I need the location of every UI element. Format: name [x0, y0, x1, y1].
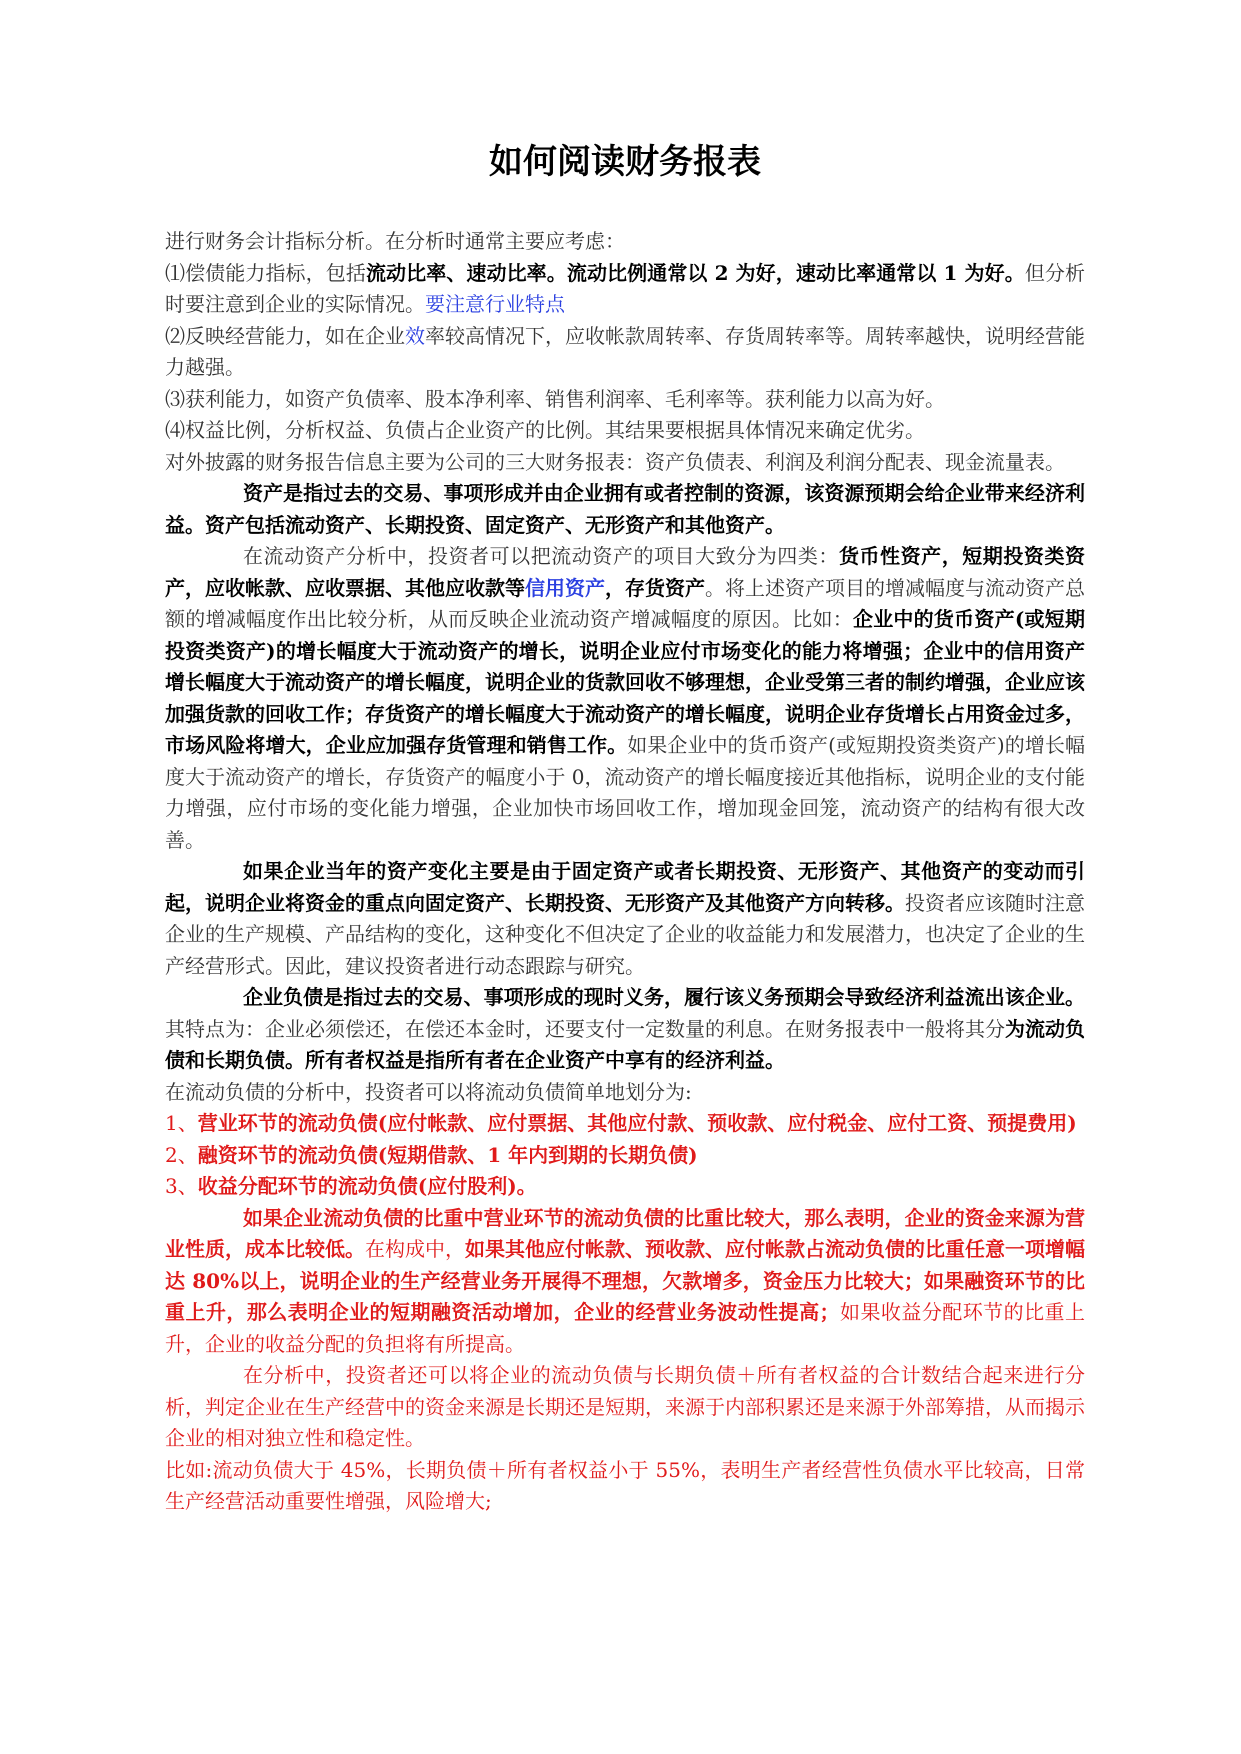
paragraph-operating: [165, 321, 1085, 384]
document-body: [165, 226, 1085, 1518]
paragraph-example: 比如:流动负债大于 45%，长期负债＋所有者权益小于 55%，表明生产者经营性负债水平比较高，日常生产经营活动重要性增强，风险增大;: [165, 1457, 1085, 1513]
list-item-2: [165, 1140, 1085, 1172]
paragraph-profit: ⑶获利能力，如资产负债率、股本净利率、销售利润率、毛利率等。获利能力以高为好。: [165, 386, 945, 411]
intro-paragraph: 进行财务会计指标分析。在分析时通常主要应考虑：: [165, 229, 625, 253]
list-item-1: [165, 1108, 1085, 1140]
list-text: 营业环节的流动负债(应付帐款、应付票据、其他应付款、预收款、应付税金、应付工资、预提费用): [197, 1111, 1077, 1135]
paragraph-liability-ratio: [165, 1203, 1085, 1361]
text: 投资者应该随时注意企业的生产规模、产品结构的变化，这种变化不但决定了企业的收益能力和发展潜力，也决定了企业的生产经营形式。因此，建议投资者进行动态跟踪与研究。: [165, 890, 1085, 978]
list-number: 2、: [165, 1142, 198, 1167]
text: 但分析时要注意到企业的实际情况。: [165, 260, 1085, 316]
blue-text: 效: [405, 323, 425, 348]
paragraph-equity: ⑷权益比例，分析权益、负债占企业资产的比例。其结果要根据具体情况来确定优劣。: [165, 418, 925, 442]
list-item-3: [165, 1171, 1085, 1203]
paragraph-liability-analysis: 在流动负债的分析中，投资者可以将流动负债简单地划分为:: [165, 1079, 692, 1104]
paragraph-liabilities: [165, 982, 1085, 1077]
text: 如果企业中的货币资产(或短期投资类资产)的增长幅度大于流动资产的增长，存货资产的幅度小于 0，流动资产的增长幅度接近其他指标，说明企业的支付能力增强，应付市场的变化能力增强，企业加快市场回收工作，增加现金回笼，流动资产的结构有很大改善。: [165, 733, 1086, 852]
paragraph-combined-analysis: 在分析中，投资者还可以将企业的流动负债与长期负债＋所有者权益的合计数结合起来进行分析，判定企业在生产经营中的资金来源是长期还是短期，来源于内部积累还是来源于外部筹措，从而揭示企业的相对独立性和稳定性。: [165, 1363, 1085, 1450]
paragraph-solvency: [165, 258, 1085, 321]
blue-text: 信用资产: [525, 575, 605, 600]
list-text: 融资环节的流动负债(短期借款、1 年内到期的长期负债): [197, 1142, 698, 1167]
list-text: 收益分配环节的流动负债(应付股利)。: [197, 1174, 537, 1198]
bold-text: 货币性资产，短期投资类资产，应收帐款、应收票据、其他应收款等: [165, 544, 1086, 600]
red-text: 如果收益分配环节的比重上升，企业的收益分配的负担将有所提高。: [165, 1300, 1086, 1356]
paragraph-asset-change: [165, 856, 1085, 982]
text: 在流动资产分析中，投资者可以把流动资产的项目大致分为四类：: [243, 544, 839, 568]
blue-text: 要注意行业特点: [425, 292, 565, 316]
bold-text: 流动比率、速动比率。流动比例通常以 2 为好，速动比率通常以 1 为好。: [365, 260, 1025, 285]
text: 率较高情况下，应收帐款周转率、存货周转率等。周转率越快，说明经营能力越强。: [165, 323, 1085, 379]
paragraph-assets-definition: 资产是指过去的交易、事项形成并由企业拥有或者控制的资源，该资源预期会给企业带来经济利益。资产包括流动资产、长期投资、固定资产、无形资产和其他资产。: [165, 481, 1085, 537]
list-number: 3、: [165, 1174, 198, 1198]
list-number: 1、: [165, 1111, 198, 1135]
bold-text: 企业中的货币资产(或短期投资类资产)的增长幅度大于流动资产的增长，说明企业应付市场变化的能力将增强；企业中的信用资产增长幅度大于流动资产的增长幅度，说明企业的货款回收不够理想，企业受第三者的制约增强，企业应该加强货款的回收工作；存货资产的增长幅度大于流动资产的增长幅度，说明企业存货增长占用资金过多，市场风险将增大，企业应加强存货管理和销售工作。: [165, 607, 1086, 757]
text: 其特点为：企业必须偿还，在偿还本金时，还要支付一定数量的利息。在财务报表中一般将其分: [165, 1016, 1005, 1041]
bold-text: 如果企业当年的资产变化主要是由于固定资产或者长期投资、无形资产、其他资产的变动而引起，说明企业将资金的重点向固定资产、长期投资、无形资产及其他资产方向转移。: [165, 859, 1085, 915]
page-title: 如何阅读财务报表: [489, 142, 761, 182]
red-text: 在构成中，: [365, 1237, 465, 1261]
bold-text: 为流动负债和长期负债。所有者权益是指所有者在企业资产中享有的经济利益。: [165, 1016, 1085, 1072]
text: ⑵反映经营能力，如在企业: [165, 323, 405, 348]
bold-text: ，存货资产: [605, 575, 705, 600]
bold-text: 企业负债是指过去的交易、事项形成的现时义务，履行该义务预期会导致经济利益流出该企业。: [243, 985, 1085, 1009]
red-bold-text: 如果企业流动负债的比重中营业环节的流动负债的比重比较大，那么表明，企业的资金来源为营业性质，成本比较低。: [165, 1205, 1085, 1261]
text: 。将上述资产项目的增减幅度与流动资产总额的增减幅度作出比较分析，从而反映企业流动资产增减幅度的原因。比如：: [165, 575, 1085, 631]
text: ⑴偿债能力指标，包括: [165, 260, 366, 285]
paragraph-current-assets: [165, 541, 1085, 856]
red-bold-text: 如果其他应付帐款、预收款、应付帐款占流动负债的比重任意一项增幅达 80%以上，说明企业的生产经营业务开展得不理想，欠款增多，资金压力比较大；如果融资环节的比重上升，那么表明企业的短期融资活动增加，企业的经营业务波动性提高；: [165, 1237, 1085, 1324]
paragraph-reports: 对外披露的财务报告信息主要为公司的三大财务报表：资产负债表、利润及利润分配表、现金流量表。: [165, 449, 1065, 474]
